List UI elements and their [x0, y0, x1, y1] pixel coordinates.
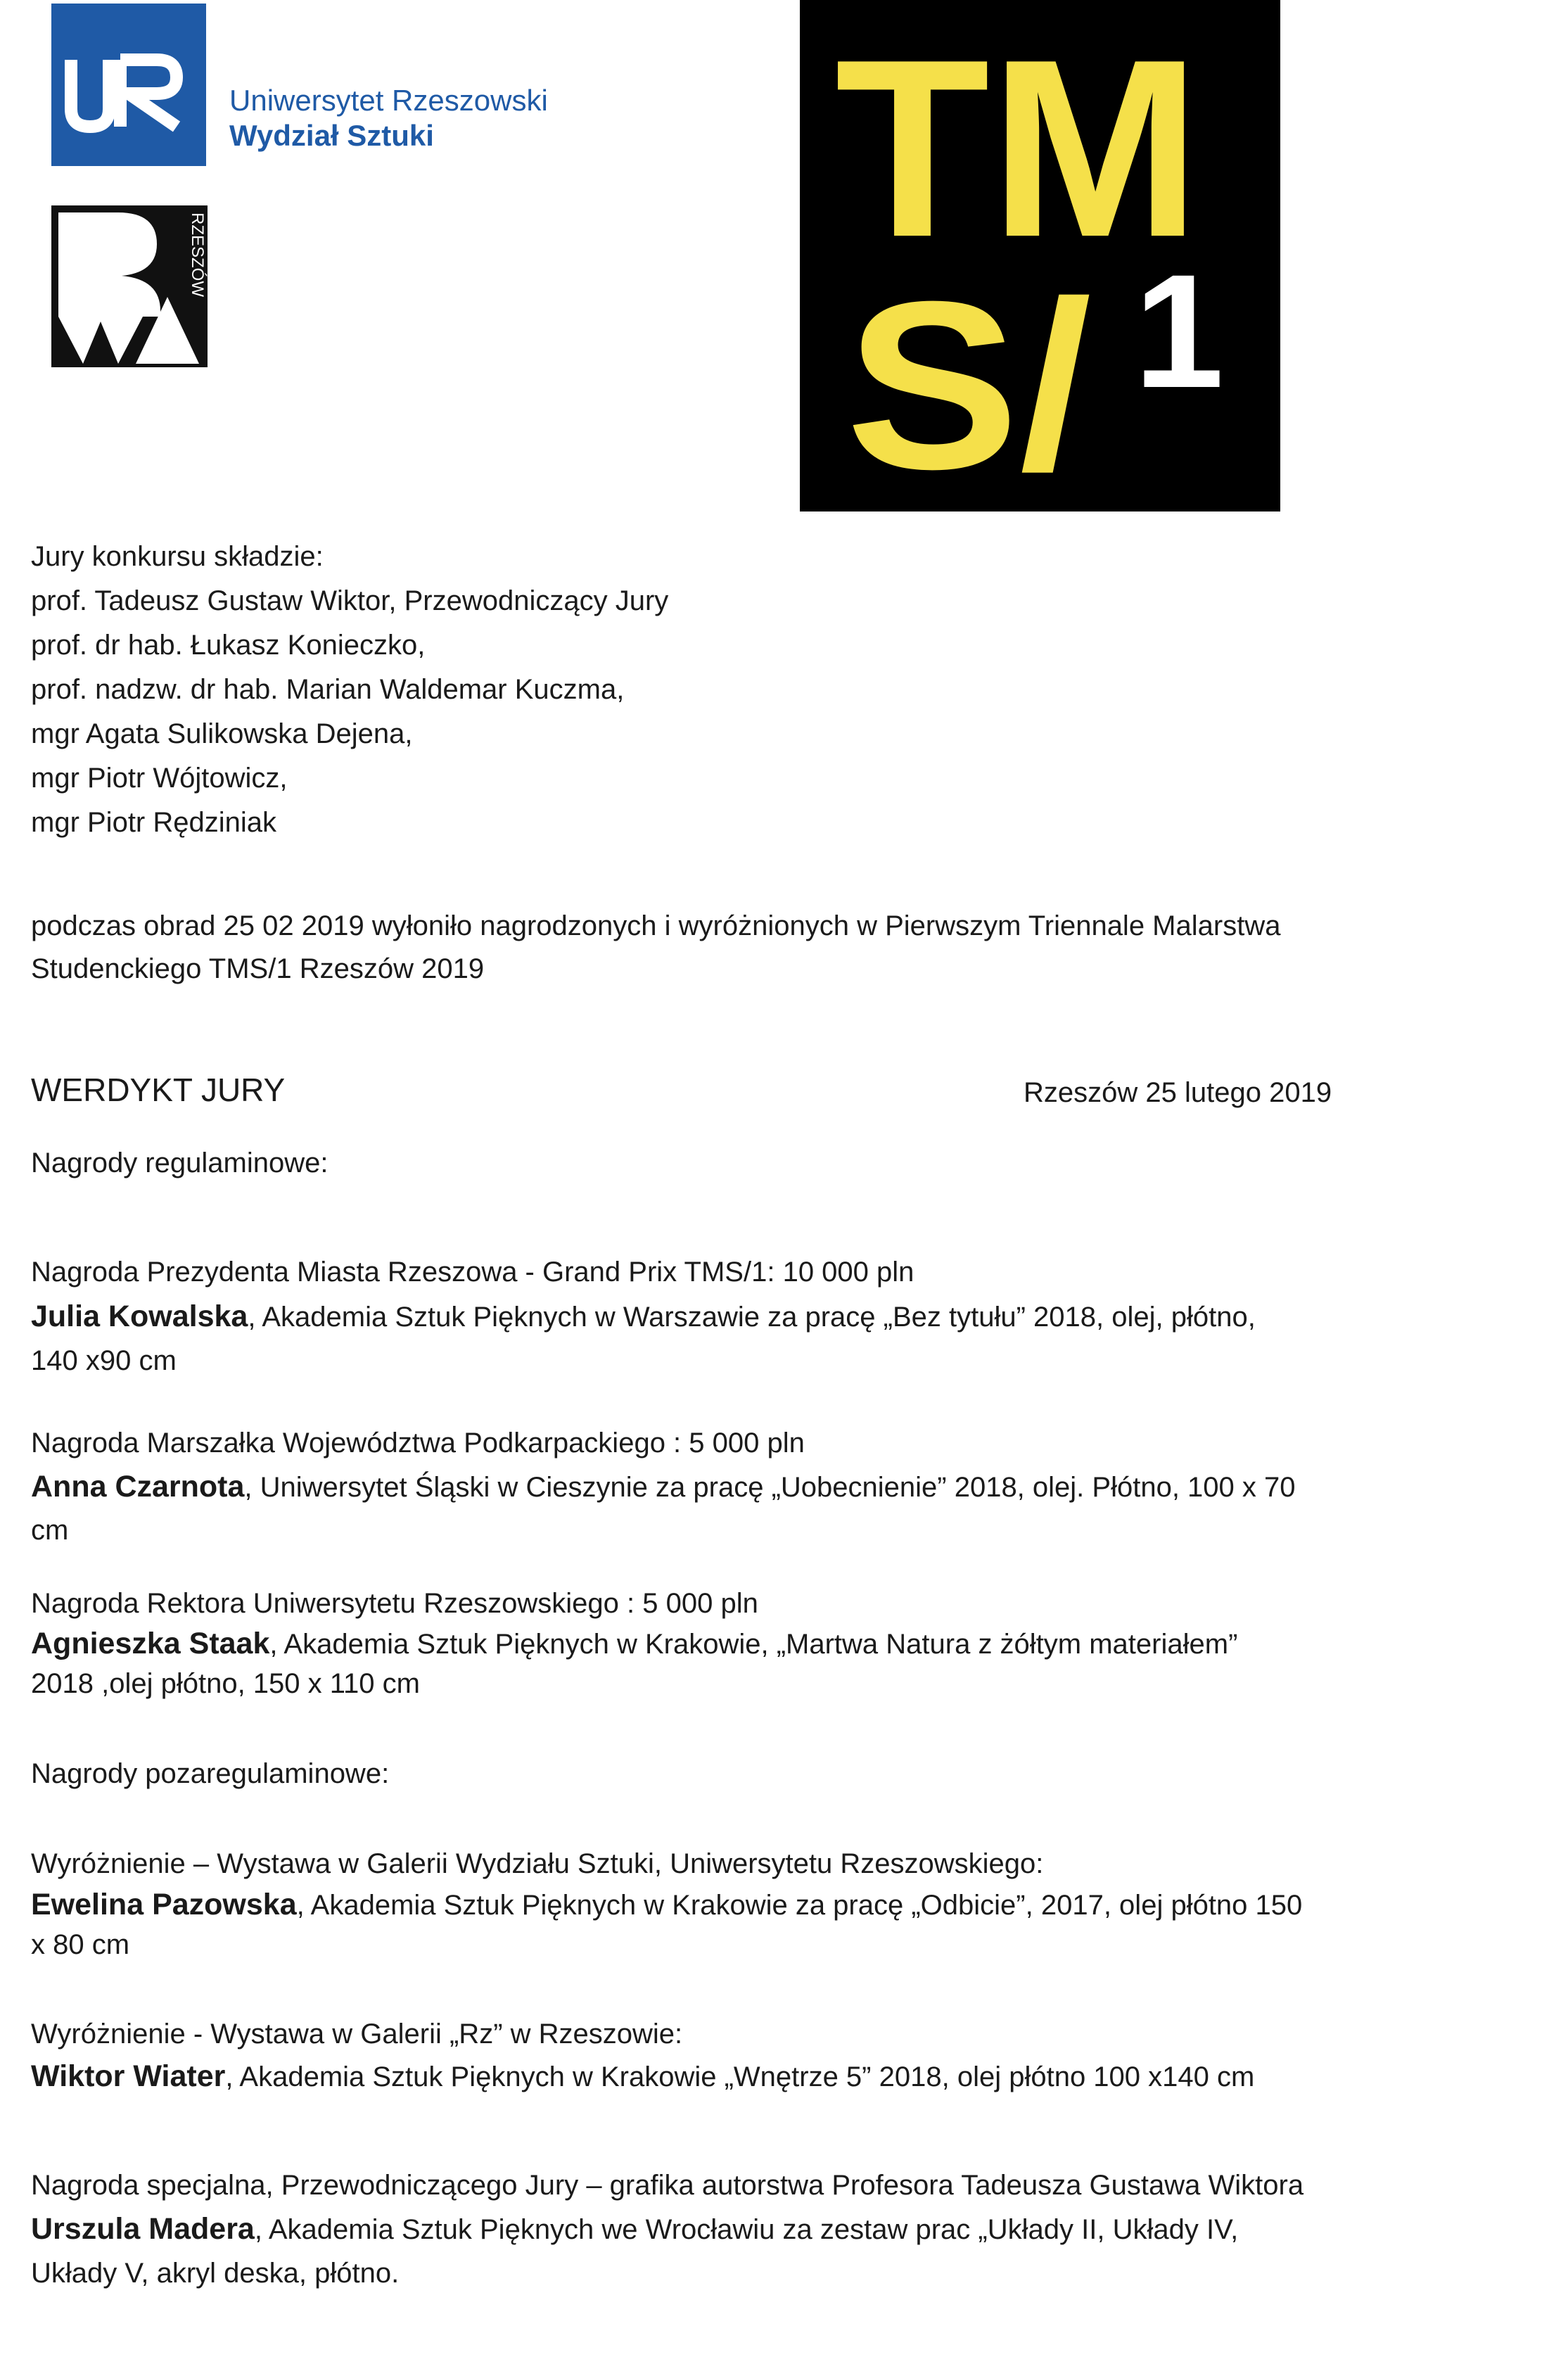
ur-logo-mark: [51, 4, 206, 166]
regular-awards-heading: Nagrody regulaminowe:: [31, 1148, 329, 1178]
bwa-city-text: RZESZÓW: [188, 212, 207, 297]
award-title: Nagroda Prezydenta Miasta Rzeszowa - Grand Prix TMS/1: 10 000 pln: [31, 1257, 914, 1288]
ur-logo-text: [229, 83, 548, 153]
award-description-cont: x 80 cm: [31, 1929, 130, 1960]
award-recipient: Anna Czarnota: [31, 1470, 245, 1504]
award-detail: [31, 2054, 1254, 2099]
jury-member: mgr Piotr Rędziniak: [31, 807, 277, 838]
award-description: , Akademia Sztuk Pięknych w Krakowie „Wnętrze 5” 2018, olej płótno 100 x140 cm: [225, 2061, 1255, 2092]
ur-faculty-name: Wydział Sztuki: [229, 119, 434, 152]
summary-line: podczas obrad 25 02 2019 wyłoniło nagrodzonych i wyróżnionych w Pierwszym Triennale Malarstwa: [31, 910, 1281, 941]
award-detail: [31, 1883, 1302, 1928]
bwa-logo-icon: [51, 205, 208, 367]
jury-member: prof. Tadeusz Gustaw Wiktor, Przewodniczący Jury: [31, 585, 669, 616]
tms-logo-number: 1: [1134, 241, 1224, 421]
tms-logo-bottom: S/: [846, 252, 1093, 511]
ur-university-name: Uniwersytet Rzeszowski: [229, 84, 548, 117]
jury-member: mgr Piotr Wójtowicz,: [31, 763, 288, 794]
award-detail: [31, 1622, 1237, 1667]
jury-intro: Jury konkursu składzie:: [31, 541, 324, 572]
award-detail: [31, 2207, 1238, 2252]
award-description-cont: 2018 ,olej płótno, 150 x 110 cm: [31, 1668, 420, 1699]
bwa-logo: [51, 205, 208, 367]
award-title: Nagroda Rektora Uniwersytetu Rzeszowskiego : 5 000 pln: [31, 1588, 758, 1619]
jury-member: mgr Agata Sulikowska Dejena,: [31, 718, 413, 749]
award-description: , Uniwersytet Śląski w Cieszynie za pracę „Uobecnienie” 2018, olej. Płótno, 100 x 70: [244, 1472, 1296, 1503]
award-recipient: Wiktor Wiater: [31, 2059, 226, 2093]
award-title: Nagroda specjalna, Przewodniczącego Jury – grafika autorstwa Profesora Tadeusza Gustawa Wiktora: [31, 2170, 1304, 2201]
award-recipient: Julia Kowalska: [31, 1299, 248, 1333]
verdict-title: WERDYKT JURY: [31, 1072, 286, 1108]
award-detail: [31, 1465, 1296, 1510]
award-description: , Akademia Sztuk Pięknych w Warszawie za pracę „Bez tytułu” 2018, olej, płótno,: [248, 1302, 1256, 1333]
award-description: , Akademia Sztuk Pięknych we Wrocławiu za zestaw prac „Układy II, Układy IV,: [254, 2214, 1239, 2245]
award-recipient: Agnieszka Staak: [31, 1627, 270, 1660]
summary-line: Studenckiego TMS/1 Rzeszów 2019: [31, 953, 485, 984]
award-detail: [31, 1295, 1256, 1340]
award-title: Nagroda Marszałka Województwa Podkarpackiego : 5 000 pln: [31, 1428, 805, 1459]
jury-member: prof. nadzw. dr hab. Marian Waldemar Kuczma,: [31, 674, 625, 705]
award-description-cont: 140 x90 cm: [31, 1345, 177, 1376]
tms-logo: [800, 0, 1280, 511]
tms-logo-icon: [800, 0, 1280, 511]
jury-member: prof. dr hab. Łukasz Konieczko,: [31, 630, 426, 661]
verdict-place-date: Rzeszów 25 lutego 2019: [1024, 1077, 1332, 1108]
award-title: Wyróżnienie - Wystawa w Galerii „Rz” w Rzeszowie:: [31, 2019, 683, 2050]
ur-logo-icon: [51, 4, 206, 166]
tms-logo-top: TM: [835, 7, 1201, 290]
award-recipient: Urszula Madera: [31, 2212, 255, 2246]
award-recipient: Ewelina Pazowska: [31, 1888, 297, 1921]
award-description: , Akademia Sztuk Pięknych w Krakowie, „Martwa Natura z żółtym materiałem”: [269, 1629, 1238, 1660]
award-title: Wyróżnienie – Wystawa w Galerii Wydziału Sztuki, Uniwersytetu Rzeszowskiego:: [31, 1848, 1044, 1879]
extra-awards-heading: Nagrody pozaregulaminowe:: [31, 1758, 390, 1789]
award-description-cont: Układy V, akryl deska, płótno.: [31, 2258, 400, 2289]
award-description: , Akademia Sztuk Pięknych w Krakowie za pracę „Odbicie”, 2017, olej płótno 150: [296, 1890, 1303, 1921]
award-description-cont: cm: [31, 1515, 69, 1546]
